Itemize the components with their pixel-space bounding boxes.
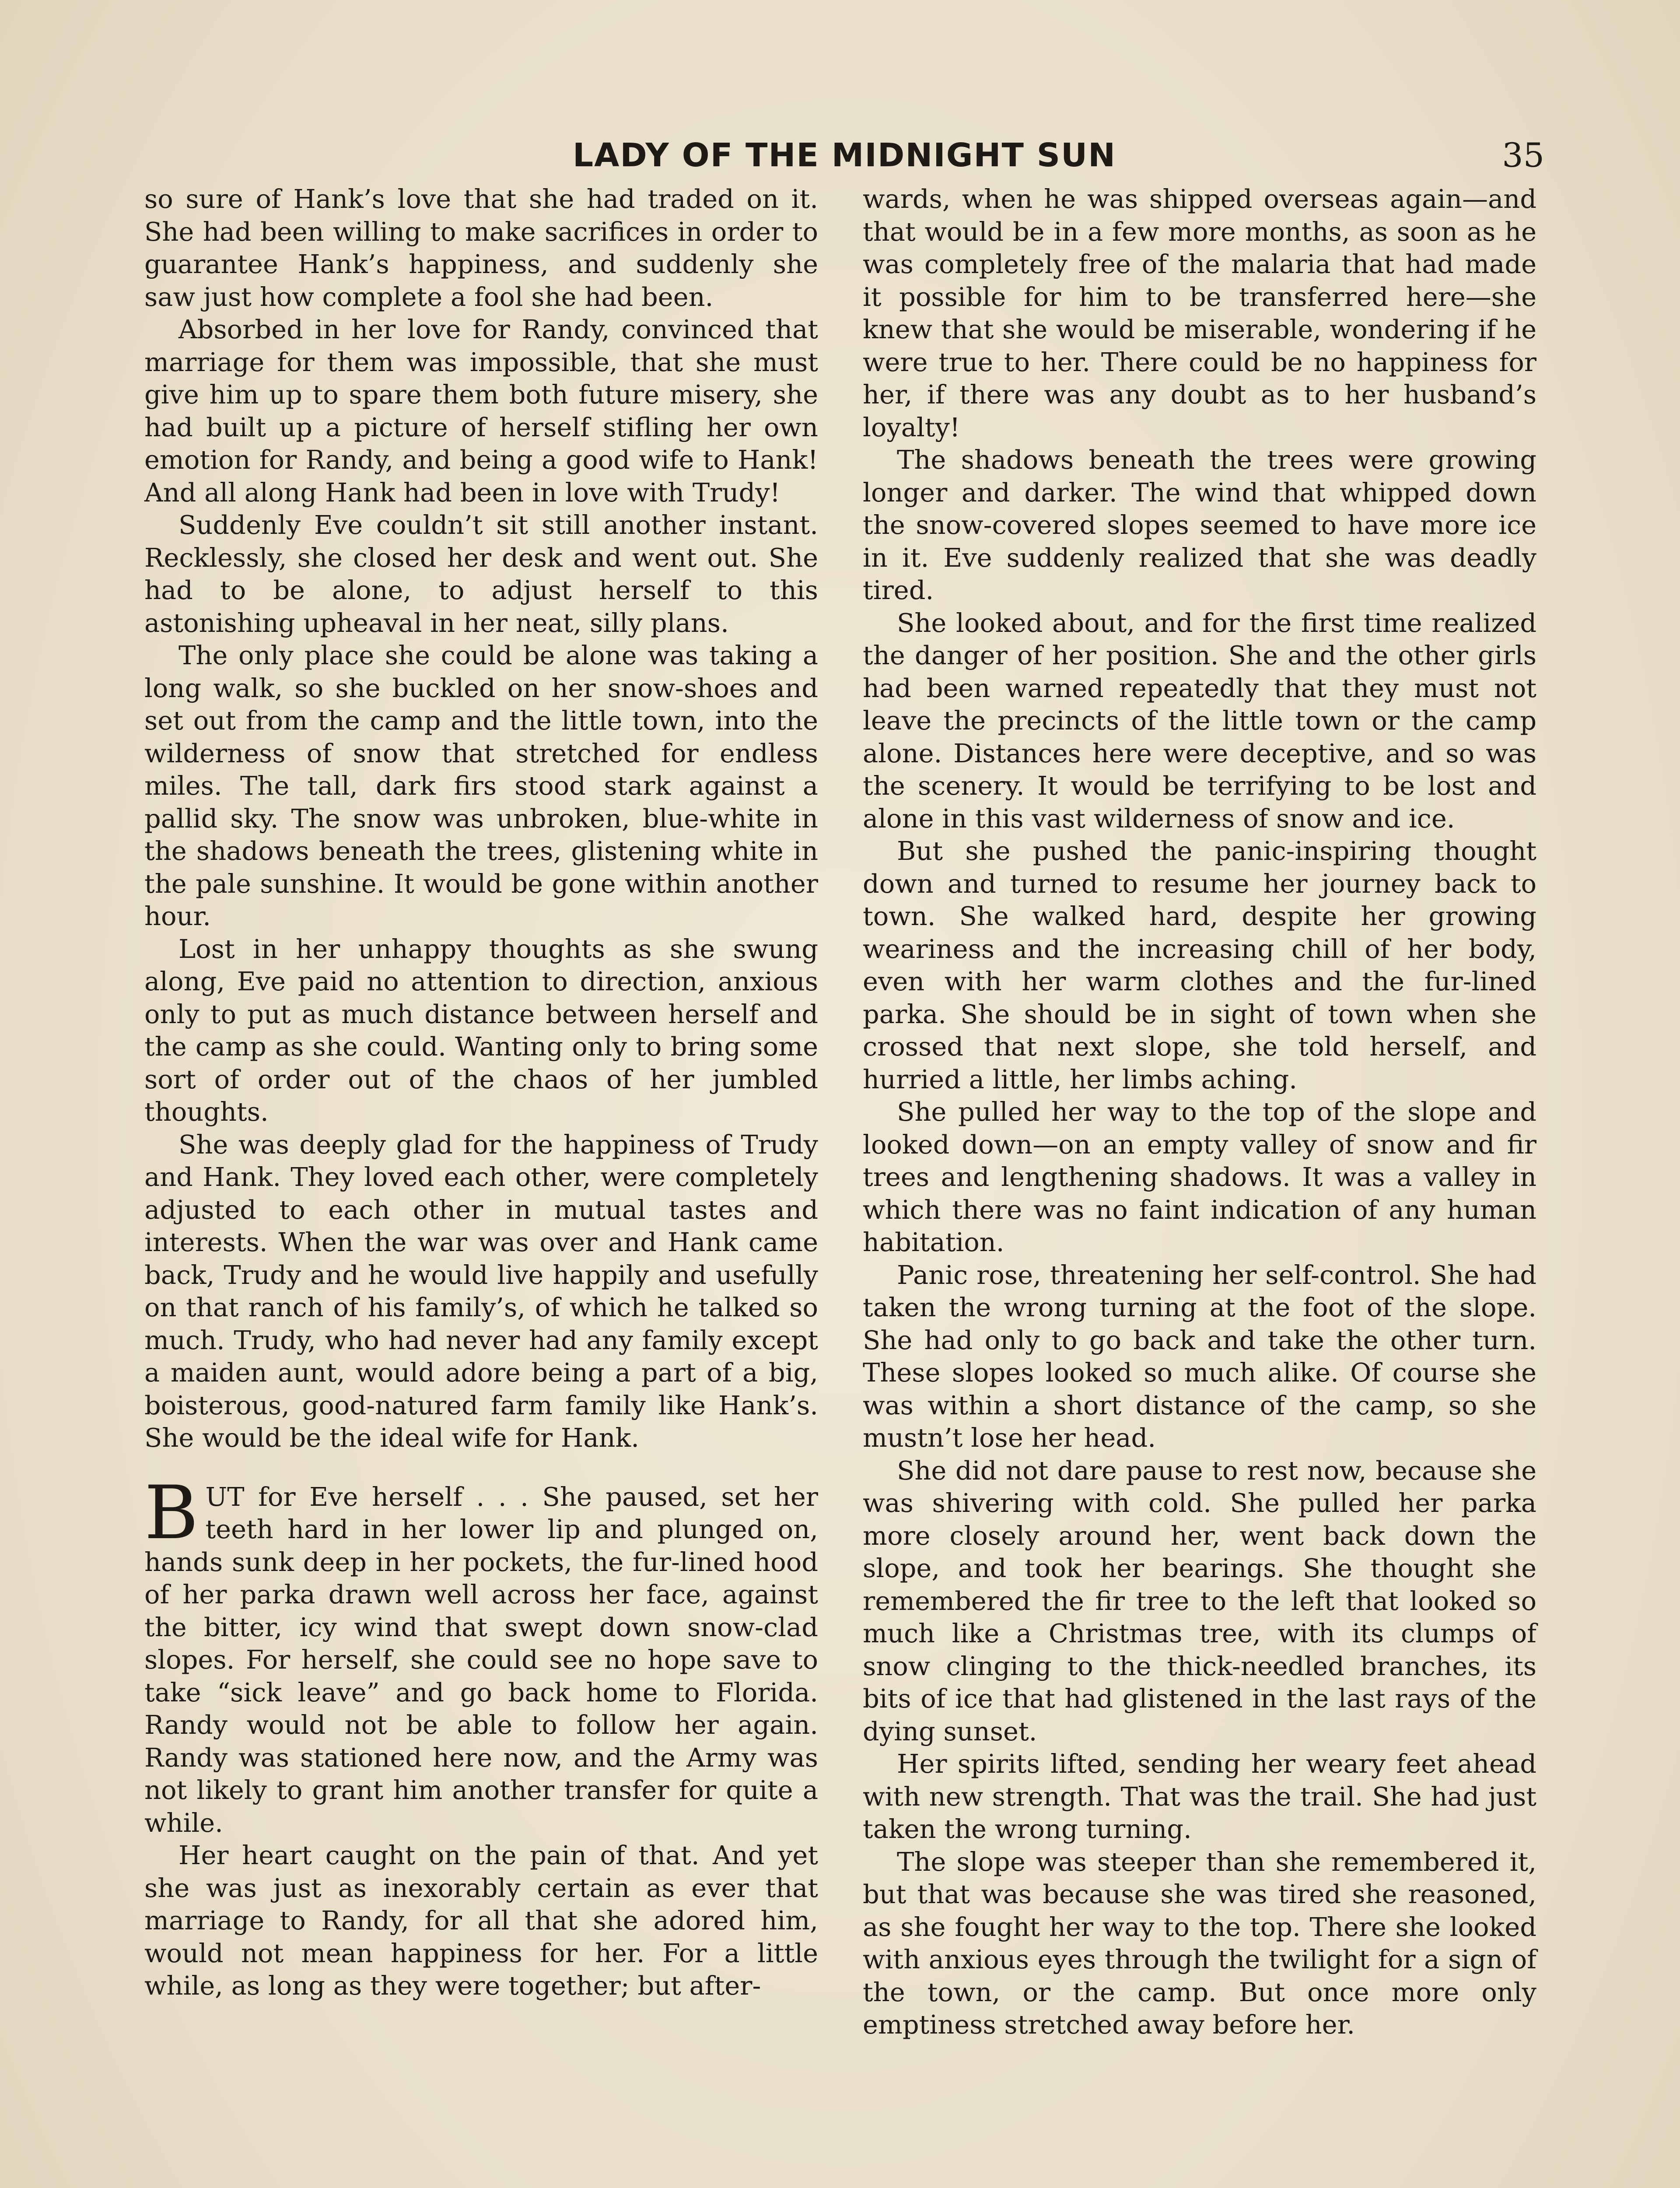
paragraph: But she pushed the panic-inspiring thought down and turned to resume her journey back to town. She walked hard, despite her growing weariness and the increasing chill of her body, even with her warm clothes and the fur-lined parka. She should be in sight of town when she crossed that next slope, she told herself, and hurried a little, her limbs aching. xyxy=(863,836,1536,1094)
right-column xyxy=(863,183,1536,2041)
drop-cap-initial: B xyxy=(144,1469,199,1556)
paragraph: The only place she could be alone was taking a long walk, so she buckled on her snow-shoes and set out from the camp and the little town, into the wilderness of snow that stretched for endless miles. The tall, dark firs stood stark against a pallid sky. The snow was unbroken, blue-white in the shadows beneath the trees, glistening white in the pale sunshine. It would be gone within another hour. xyxy=(144,640,818,931)
paragraph: She pulled her way to the top of the slope and looked down—on an empty valley of snow and fir trees and lengthening shadows. It was a valley in which there was no faint indication of any human habitation. xyxy=(863,1097,1536,1257)
paragraph: She looked about, and for the first time realized the danger of her position. She and the other girls had been warned repeatedly that they must not leave the precincts of the little town or the camp alone. Distances here were deceptive, and so was the scenery. It would be terrifying to be lost and alone in this vast wilderness of snow and ice. xyxy=(863,607,1536,834)
paragraph: The slope was steeper than she remembered it, but that was because she was tired she reasoned, as she fought her way to the top. There she looked with anxious eyes through the twilight for a sign of the town, or the camp. But once more only emptiness stretched away before her. xyxy=(863,1846,1536,2040)
paragraph: She was deeply glad for the happiness of Trudy and Hank. They loved each other, were completely adjusted to each other in mutual tastes and interests. When the war was over and Hank came back, Trudy and he would live happily and usefully on that ranch of his family’s, of which he talked so much. Trudy, who had never had any family except a maiden aunt, would adore being a part of a big, boisterous, good-natured farm family like Hank’s. She would be the ideal wife for Hank. xyxy=(144,1129,818,1453)
paragraph: Her spirits lifted, sending her weary feet ahead with new strength. That was the trail. She had just taken the wrong turning. xyxy=(863,1749,1536,1844)
paragraph: so sure of Hank’s love that she had traded on it. She had been willing to make sacrifices in order to guarantee Hank’s happiness, and suddenly she saw just how complete a fool she had been. xyxy=(144,184,818,312)
paragraph: Suddenly Eve couldn’t sit still another instant. Recklessly, she closed her desk and went out. She had to be alone, to adjust herself to this astonishing upheaval in her neat, silly plans. xyxy=(144,510,818,638)
left-column xyxy=(144,183,818,2002)
paragraph: Lost in her unhappy thoughts as she swung along, Eve paid no attention to direction, anxious only to put as much distance between herself and the camp as she could. Wanting only to bring some sort of order out of the chaos of her jumbled thoughts. xyxy=(144,933,818,1127)
page-header xyxy=(144,131,1544,179)
paragraph: She did not dare pause to rest now, because she was shivering with cold. She pulled her parka more closely around her, went back down the slope, and took her bearings. She thought she remembered the fir tree to the left that looked so much like a Christmas tree, with its clumps of snow clinging to the thick-needled branches, its bits of ice that had glistened in the last rays of the dying sunset. xyxy=(863,1455,1536,1746)
paragraph: wards, when he was shipped overseas again—and that would be in a few more months, as soon as he was completely free of the malaria that had made it possible for him to be transferred here—she knew that she would be miserable, wondering if he were true to her. There could be no happiness for her, if there was any doubt as to her husband’s loyalty! xyxy=(863,184,1536,442)
paragraph: Her heart caught on the pain of that. And yet she was just as inexorably certain as ever that marriage to Randy, for all that she adored him, would not mean happiness for her. For a little while, as long as they were together; but after- xyxy=(144,1840,818,2001)
paragraph: The shadows beneath the trees were growing longer and darker. The wind that whipped down the snow-covered slopes seemed to have more ice in it. Eve suddenly realized that she was deadly tired. xyxy=(863,445,1536,605)
dropcap-paragraph-text: UT for Eve herself . . . She paused, set her teeth hard in her lower lip and plunged on, hands sunk deep in her pockets, the fur-lined hood of her parka drawn well across her face, against the bitter, icy wind that swept down snow-clad slopes. For herself, she could see no hope save to take “sick leave” and go back home to Florida. Randy would not be able to follow her again. Randy was stationed here now, and the Army was not likely to grant him another transfer for quite a while. xyxy=(144,1481,818,1838)
paragraph: Panic rose, threatening her self-control. She had taken the wrong turning at the foot of the slope. She had only to go back and take the other turn. These slopes looked so much alike. Of course she was within a short distance of the camp, so she mustn’t lose her head. xyxy=(863,1259,1536,1453)
dropcap-paragraph xyxy=(144,1469,818,1840)
running-title: LADY OF THE MIDNIGHT SUN xyxy=(572,137,1116,174)
page-number: 35 xyxy=(1502,136,1544,175)
paragraph: Absorbed in her love for Randy, convinced that marriage for them was impossible, that she must give him up to spare them both future misery, she had built up a picture of herself stifling her own emotion for Randy, and being a good wife to Hank! And all along Hank had been in love with Trudy! xyxy=(144,314,818,508)
